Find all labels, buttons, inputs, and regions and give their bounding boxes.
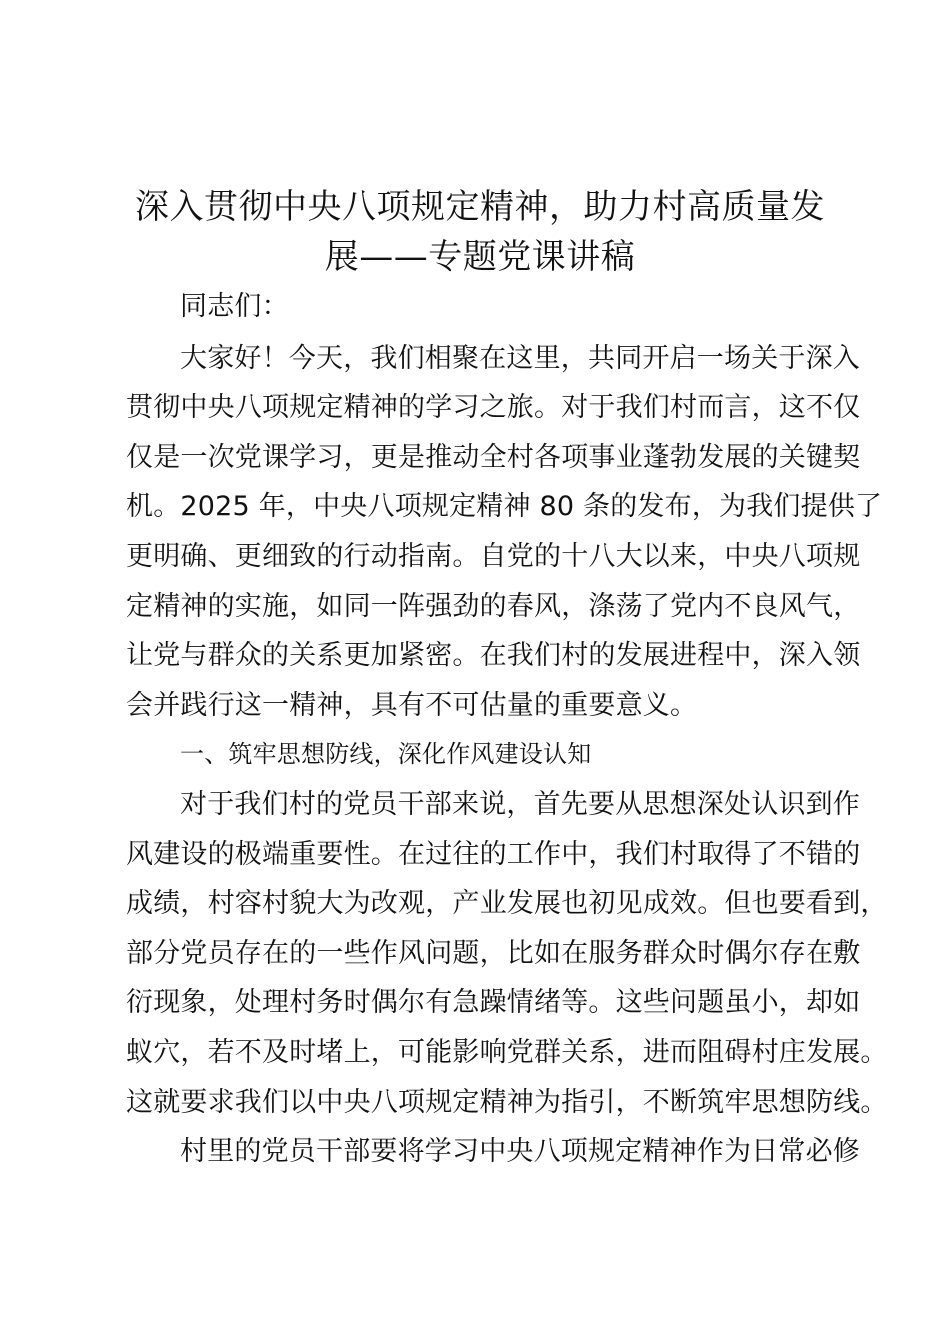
- paragraph-line: 对于我们村的党员干部来说，首先要从思想深处认识到作: [180, 788, 860, 820]
- paragraph-line: 村里的党员干部要将学习中央八项规定精神作为日常必修: [180, 1136, 860, 1168]
- paragraph-line: 定精神的实施，如同一阵强劲的春风，涤荡了党内不良风气，: [126, 590, 861, 622]
- paragraph-line: 这就要求我们以中央八项规定精神为指引，不断筑牢思想防线。: [126, 1086, 888, 1118]
- paragraph-line: 衍现象，处理村务时偶尔有急躁情绪等。这些问题虽小，却如: [126, 987, 861, 1019]
- document-title: [100, 182, 860, 282]
- paragraph-line: 让党与群众的关系更加紧密。在我们村的发展进程中，深入领: [126, 640, 861, 672]
- title-line: 展——专题党课讲稿: [324, 237, 636, 277]
- paragraph-line: 会并践行这一精神，具有不可估量的重要意义。: [126, 689, 698, 721]
- paragraph-line: 风建设的极端重要性。在过往的工作中，我们村取得了不错的: [126, 838, 861, 870]
- paragraph-line: 大家好！今天，我们相聚在这里，共同开启一场关于深入: [180, 342, 860, 374]
- paragraph-line: 成绩，村容村貌大为改观，产业发展也初见成效。但也要看到，: [126, 888, 888, 920]
- salutation: 同志们：: [180, 291, 289, 322]
- document-body: [126, 282, 888, 1177]
- paragraph-line: 仅是一次党课学习，更是推动全村各项事业蓬勃发展的关键契: [126, 441, 861, 473]
- paragraph: [126, 780, 888, 1127]
- paragraph-line: 机。2025 年，中央八项规定精神 80 条的发布，为我们提供了: [126, 491, 883, 523]
- paragraph-line: 贯彻中央八项规定精神的学习之旅。对于我们村而言，这不仅: [126, 392, 861, 424]
- paragraph-line: 部分党员存在的一些作风问题，比如在服务群众时偶尔存在敷: [126, 937, 861, 969]
- paragraph: [126, 334, 883, 731]
- section-heading: 一、筑牢思想防线，深化作风建设认知: [180, 740, 592, 769]
- paragraph-line: 蚁穴，若不及时堵上，可能影响党群关系，进而阻碍村庄发展。: [126, 1036, 888, 1068]
- title-line: 深入贯彻中央八项规定精神，助力村高质量发: [135, 187, 825, 227]
- paragraph-line: 更明确、更细致的行动指南。自党的十八大以来，中央八项规: [126, 540, 861, 572]
- paragraph: [126, 1127, 860, 1177]
